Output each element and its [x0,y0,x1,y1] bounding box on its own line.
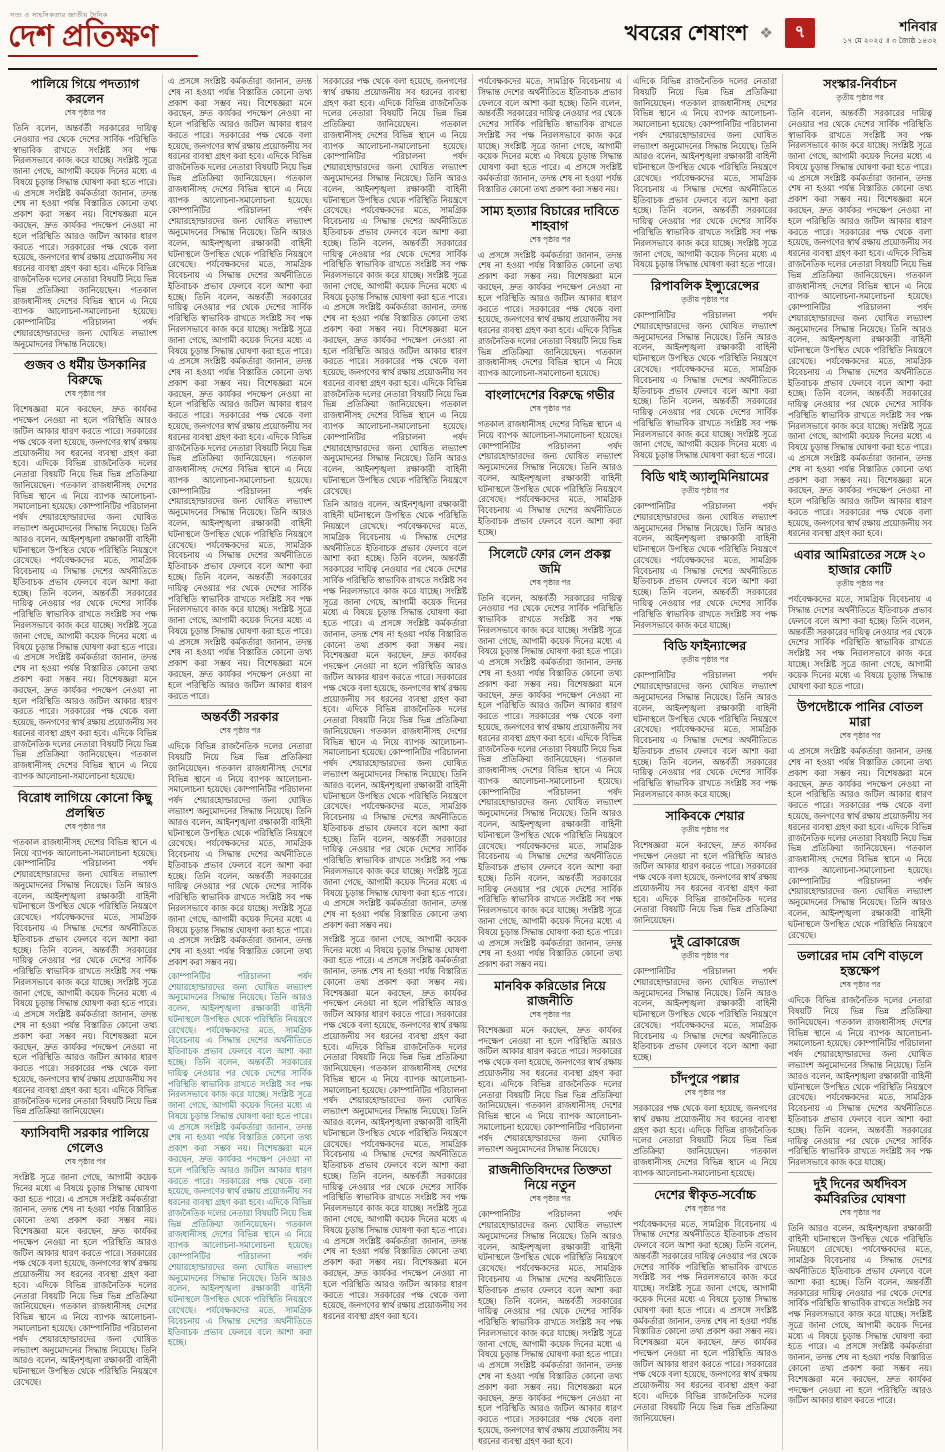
article-body: কোম্পানিটির পরিচালনা পর্ষদ শেয়ারহোল্ডারদের জন্য ঘোষিত লভ্যাংশ অনুমোদনের সিদ্ধান্ত নিয়েছে। তিনি আরও বলেন, আইনশৃঙ্খলা রক্ষাকারী বাহিনী ঘটনাস্থলে উপস্থিত থেকে পরিস্থিতি নিয়ন্ত্রণে রেখেছে। পর্যবেক্ষকদের মতে, সামগ্রিক বিবেচনায় এ সিদ্ধান্ত দেশের অর্থনীতিতে ইতিবাচক প্রভাব ফেলবে বলে আশা করা হচ্ছে। তিনি বলেন, অন্তর্বর্তী সরকারের দায়িত্ব নেওয়ার পর থেকে দেশের সার্বিক পরিস্থিতি স্বাভাবিক রাখতে সংশ্লিষ্ট সব পক্ষ নিরলসভাবে কাজ করে যাচ্ছে। সংশ্লিষ্ট সূত্রে জানা গেছে, আগামী কয়েক দিনের মধ্যে এ বিষয়ে চূড়ান্ত সিদ্ধান্ত ঘোষণা করা হতে পারে। এ প্রসঙ্গে সংশ্লিষ্ট কর্মকর্তারা জানান, তদন্ত শেষ না হওয়া পর্যন্ত বিস্তারিত কোনো তথ্য প্রকাশ করা সম্ভব নয়। বিশেষজ্ঞরা মনে করছেন, দ্রুত কার্যকর পদক্ষেপ নেওয়া না হলে পরিস্থিতি আরও জটিল আকার ধারণ করতে পারে। সরকারের পক্ষ থেকে বলা হয়েছে, জনগণের স্বার্থ রক্ষায় প্রয়োজনীয় সব ধরনের ব্যবস্থা গ্রহণ করা হবে। [478,1209,622,1446]
article-body: এ প্রসঙ্গে সংশ্লিষ্ট কর্মকর্তারা জানান, তদন্ত শেষ না হওয়া পর্যন্ত বিস্তারিত কোনো তথ্য প্রকাশ করা সম্ভব নয়। বিশেষজ্ঞরা মনে করছেন, দ্রুত কার্যকর পদক্ষেপ নেওয়া না হলে পরিস্থিতি আরও জটিল আকার ধারণ করতে পারে। সরকারের পক্ষ থেকে বলা হয়েছে, জনগণের স্বার্থ রক্ষায় প্রয়োজনীয় সব ধরনের ব্যবস্থা গ্রহণ করা হবে। এদিকে বিভিন্ন রাজনৈতিক দলের নেতারা বিষয়টি নিয়ে ভিন্ন ভিন্ন প্রতিক্রিয়া জানিয়েছেন। গতকাল রাজধানীসহ দেশের বিভিন্ন স্থানে এ নিয়ে ব্যাপক আলোচনা-সমালোচনা হয়েছে। কোম্পানিটির পরিচালনা পর্ষদ শেয়ারহোল্ডারদের জন্য ঘোষিত লভ্যাংশ অনুমোদনের সিদ্ধান্ত নিয়েছে। তিনি আরও বলেন, আইনশৃঙ্খলা রক্ষাকারী বাহিনী ঘটনাস্থলে উপস্থিত থেকে পরিস্থিতি নিয়ন্ত্রণে রেখেছে। পর্যবেক্ষকদের মতে, সামগ্রিক বিবেচনায় এ সিদ্ধান্ত দেশের অর্থনীতিতে ইতিবাচক প্রভাব ফেলবে বলে আশা করা হচ্ছে। তিনি বলেন, অন্তর্বর্তী সরকারের দায়িত্ব নেওয়ার পর থেকে দেশের সার্বিক পরিস্থিতি স্বাভাবিক রাখতে সংশ্লিষ্ট সব পক্ষ নিরলসভাবে কাজ করে যাচ্ছে। সংশ্লিষ্ট সূত্রে জানা গেছে, আগামী কয়েক দিনের মধ্যে এ বিষয়ে চূড়ান্ত সিদ্ধান্ত ঘোষণা করা হতে পারে। এ প্রসঙ্গে সংশ্লিষ্ট কর্মকর্তারা জানান, তদন্ত শেষ না হওয়া পর্যন্ত বিস্তারিত কোনো তথ্য প্রকাশ করা সম্ভব নয়। বিশেষজ্ঞরা মনে করছেন, দ্রুত কার্যকর পদক্ষেপ নেওয়া না হলে পরিস্থিতি আরও জটিল আকার ধারণ করতে পারে। সরকারের পক্ষ থেকে বলা হয়েছে, জনগণের স্বার্থ রক্ষায় প্রয়োজনীয় সব ধরনের ব্যবস্থা গ্রহণ করা হবে। এদিকে বিভিন্ন রাজনৈতিক দলের নেতারা বিষয়টি নিয়ে ভিন্ন ভিন্ন প্রতিক্রিয়া জানিয়েছেন। গতকাল রাজধানীসহ দেশের বিভিন্ন স্থানে এ নিয়ে ব্যাপক আলোচনা-সমালোচনা হয়েছে। কোম্পানিটির পরিচালনা পর্ষদ শেয়ারহোল্ডারদের জন্য ঘোষিত লভ্যাংশ অনুমোদনের সিদ্ধান্ত নিয়েছে। তিনি আরও বলেন, আইনশৃঙ্খলা রক্ষাকারী বাহিনী ঘটনাস্থলে উপস্থিত থেকে পরিস্থিতি নিয়ন্ত্রণে রেখেছে। পর্যবেক্ষকদের মতে, সামগ্রিক বিবেচনায় এ সিদ্ধান্ত দেশের অর্থনীতিতে ইতিবাচক প্রভাব ফেলবে বলে আশা করা হচ্ছে। তিনি বলেন, অন্তর্বর্তী সরকারের দায়িত্ব নেওয়ার পর থেকে দেশের সার্বিক পরিস্থিতি স্বাভাবিক রাখতে সংশ্লিষ্ট সব পক্ষ নিরলসভাবে কাজ করে যাচ্ছে। সংশ্লিষ্ট সূত্রে জানা গেছে, আগামী কয়েক দিনের মধ্যে এ বিষয়ে চূড়ান্ত সিদ্ধান্ত ঘোষণা করা হতে পারে। এ প্রসঙ্গে সংশ্লিষ্ট কর্মকর্তারা জানান, তদন্ত শেষ না হওয়া পর্যন্ত বিস্তারিত কোনো তথ্য প্রকাশ করা সম্ভব নয়। বিশেষজ্ঞরা মনে করছেন, দ্রুত কার্যকর পদক্ষেপ নেওয়া না হলে পরিস্থিতি আরও জটিল আকার ধারণ করতে পারে। [168,76,312,701]
article-body: পর্যবেক্ষকদের মতে, সামগ্রিক বিবেচনায় এ সিদ্ধান্ত দেশের অর্থনীতিতে ইতিবাচক প্রভাব ফেলবে বলে আশা করা হচ্ছে। তিনি বলেন, অন্তর্বর্তী সরকারের দায়িত্ব নেওয়ার পর থেকে দেশের সার্বিক পরিস্থিতি স্বাভাবিক রাখতে সংশ্লিষ্ট সব পক্ষ নিরলসভাবে কাজ করে যাচ্ছে। সংশ্লিষ্ট সূত্রে জানা গেছে, আগামী কয়েক দিনের মধ্যে এ বিষয়ে চূড়ান্ত সিদ্ধান্ত ঘোষণা করা হতে পারে। [788,594,932,691]
article-headline: বিডি ফাইন্যান্সের [633,634,777,655]
article-body: এদিকে বিভিন্ন রাজনৈতিক দলের নেতারা বিষয়টি নিয়ে ভিন্ন ভিন্ন প্রতিক্রিয়া জানিয়েছেন। গতকাল রাজধানীসহ দেশের বিভিন্ন স্থানে এ নিয়ে ব্যাপক আলোচনা-সমালোচনা হয়েছে। কোম্পানিটির পরিচালনা পর্ষদ শেয়ারহোল্ডারদের জন্য ঘোষিত লভ্যাংশ অনুমোদনের সিদ্ধান্ত নিয়েছে। তিনি আরও বলেন, আইনশৃঙ্খলা রক্ষাকারী বাহিনী ঘটনাস্থলে উপস্থিত থেকে পরিস্থিতি নিয়ন্ত্রণে রেখেছে। পর্যবেক্ষকদের মতে, সামগ্রিক বিবেচনায় এ সিদ্ধান্ত দেশের অর্থনীতিতে ইতিবাচক প্রভাব ফেলবে বলে আশা করা হচ্ছে। তিনি বলেন, অন্তর্বর্তী সরকারের দায়িত্ব নেওয়ার পর থেকে দেশের সার্বিক পরিস্থিতি স্বাভাবিক রাখতে সংশ্লিষ্ট সব পক্ষ নিরলসভাবে কাজ করে যাচ্ছে। সংশ্লিষ্ট সূত্রে জানা গেছে, আগামী কয়েক দিনের মধ্যে এ বিষয়ে চূড়ান্ত সিদ্ধান্ত ঘোষণা করা হতে পারে। [633,76,777,270]
continuation-note: শেষ পৃষ্ঠার পর [219,726,261,736]
article-body: কোম্পানিটির পরিচালনা পর্ষদ শেয়ারহোল্ডারদের জন্য ঘোষিত লভ্যাংশ অনুমোদনের সিদ্ধান্ত নিয়েছে। তিনি আরও বলেন, আইনশৃঙ্খলা রক্ষাকারী বাহিনী ঘটনাস্থলে উপস্থিত থেকে পরিস্থিতি নিয়ন্ত্রণে রেখেছে। পর্যবেক্ষকদের মতে, সামগ্রিক বিবেচনায় এ সিদ্ধান্ত দেশের অর্থনীতিতে ইতিবাচক প্রভাব ফেলবে বলে আশা করা হচ্ছে। তিনি বলেন, অন্তর্বর্তী সরকারের দায়িত্ব নেওয়ার পর থেকে দেশের সার্বিক পরিস্থিতি স্বাভাবিক রাখতে সংশ্লিষ্ট সব পক্ষ নিরলসভাবে কাজ করে যাচ্ছে। [633,501,777,630]
article-headline: দুই ব্রোকারেজ [633,930,777,951]
continuation-note: শেষ পৃষ্ঠার পর [529,234,571,244]
article-headline: গুজব ও ধর্মীয় উসকানির বিরুদ্ধে [13,353,157,389]
column-2 [163,74,318,1450]
article-body: কোম্পানিটির পরিচালনা পর্ষদ শেয়ারহোল্ডারদের জন্য ঘোষিত লভ্যাংশ অনুমোদনের সিদ্ধান্ত নিয়েছে। তিনি আরও বলেন, আইনশৃঙ্খলা রক্ষাকারী বাহিনী ঘটনাস্থলে উপস্থিত থেকে পরিস্থিতি নিয়ন্ত্রণে রেখেছে। পর্যবেক্ষকদের মতে, সামগ্রিক বিবেচনায় এ সিদ্ধান্ত দেশের অর্থনীতিতে ইতিবাচক প্রভাব ফেলবে বলে আশা করা হচ্ছে। [633,966,777,1063]
continuation-note: শেষ পৃষ্ঠার পর [529,403,571,413]
article-body: পর্যবেক্ষকদের মতে, সামগ্রিক বিবেচনায় এ সিদ্ধান্ত দেশের অর্থনীতিতে ইতিবাচক প্রভাব ফেলবে বলে আশা করা হচ্ছে। তিনি বলেন, অন্তর্বর্তী সরকারের দায়িত্ব নেওয়ার পর থেকে দেশের সার্বিক পরিস্থিতি স্বাভাবিক রাখতে সংশ্লিষ্ট সব পক্ষ নিরলসভাবে কাজ করে যাচ্ছে। সংশ্লিষ্ট সূত্রে জানা গেছে, আগামী কয়েক দিনের মধ্যে এ বিষয়ে চূড়ান্ত সিদ্ধান্ত ঘোষণা করা হতে পারে। এ প্রসঙ্গে সংশ্লিষ্ট কর্মকর্তারা জানান, তদন্ত শেষ না হওয়া পর্যন্ত বিস্তারিত কোনো তথ্য প্রকাশ করা সম্ভব নয়। [478,76,622,194]
article-body: তিনি বলেন, অন্তর্বর্তী সরকারের দায়িত্ব নেওয়ার পর থেকে দেশের সার্বিক পরিস্থিতি স্বাভাবিক রাখতে সংশ্লিষ্ট সব পক্ষ নিরলসভাবে কাজ করে যাচ্ছে। সংশ্লিষ্ট সূত্রে জানা গেছে, আগামী কয়েক দিনের মধ্যে এ বিষয়ে চূড়ান্ত সিদ্ধান্ত ঘোষণা করা হতে পারে। এ প্রসঙ্গে সংশ্লিষ্ট কর্মকর্তারা জানান, তদন্ত শেষ না হওয়া পর্যন্ত বিস্তারিত কোনো তথ্য প্রকাশ করা সম্ভব নয়। বিশেষজ্ঞরা মনে করছেন, দ্রুত কার্যকর পদক্ষেপ নেওয়া না হলে পরিস্থিতি আরও জটিল আকার ধারণ করতে পারে। সরকারের পক্ষ থেকে বলা হয়েছে, জনগণের স্বার্থ রক্ষায় প্রয়োজনীয় সব ধরনের ব্যবস্থা গ্রহণ করা হবে। এদিকে বিভিন্ন রাজনৈতিক দলের নেতারা বিষয়টি নিয়ে ভিন্ন ভিন্ন প্রতিক্রিয়া জানিয়েছেন। গতকাল রাজধানীসহ দেশের বিভিন্ন স্থানে এ নিয়ে ব্যাপক আলোচনা-সমালোচনা হয়েছে। কোম্পানিটির পরিচালনা পর্ষদ শেয়ারহোল্ডারদের জন্য ঘোষিত লভ্যাংশ অনুমোদনের সিদ্ধান্ত নিয়েছে। তিনি আরও বলেন, আইনশৃঙ্খলা রক্ষাকারী বাহিনী ঘটনাস্থলে উপস্থিত থেকে পরিস্থিতি নিয়ন্ত্রণে রেখেছে। পর্যবেক্ষকদের মতে, সামগ্রিক বিবেচনায় এ সিদ্ধান্ত দেশের অর্থনীতিতে ইতিবাচক প্রভাব ফেলবে বলে আশা করা হচ্ছে। তিনি বলেন, অন্তর্বর্তী সরকারের দায়িত্ব নেওয়ার পর থেকে দেশের সার্বিক পরিস্থিতি স্বাভাবিক রাখতে সংশ্লিষ্ট সব পক্ষ নিরলসভাবে কাজ করে যাচ্ছে। সংশ্লিষ্ট সূত্রে জানা গেছে, আগামী কয়েক দিনের মধ্যে এ বিষয়ে চূড়ান্ত সিদ্ধান্ত ঘোষণা করা হতে পারে। এ প্রসঙ্গে সংশ্লিষ্ট কর্মকর্তারা জানান, তদন্ত শেষ না হওয়া পর্যন্ত বিস্তারিত কোনো তথ্য প্রকাশ করা সম্ভব নয়। [478,592,622,970]
article-body: তিনি আরও বলেন, আইনশৃঙ্খলা রক্ষাকারী বাহিনী ঘটনাস্থলে উপস্থিত থেকে পরিস্থিতি নিয়ন্ত্রণে রেখেছে। পর্যবেক্ষকদের মতে, সামগ্রিক বিবেচনায় এ সিদ্ধান্ত দেশের অর্থনীতিতে ইতিবাচক প্রভাব ফেলবে বলে আশা করা হচ্ছে। তিনি বলেন, অন্তর্বর্তী সরকারের দায়িত্ব নেওয়ার পর থেকে দেশের সার্বিক পরিস্থিতি স্বাভাবিক রাখতে সংশ্লিষ্ট সব পক্ষ নিরলসভাবে কাজ করে যাচ্ছে। সংশ্লিষ্ট সূত্রে জানা গেছে, আগামী কয়েক দিনের মধ্যে এ বিষয়ে চূড়ান্ত সিদ্ধান্ত ঘোষণা করা হতে পারে। এ প্রসঙ্গে সংশ্লিষ্ট কর্মকর্তারা জানান, তদন্ত শেষ না হওয়া পর্যন্ত বিস্তারিত কোনো তথ্য প্রকাশ করা সম্ভব নয়। বিশেষজ্ঞরা মনে করছেন, দ্রুত কার্যকর পদক্ষেপ নেওয়া না হলে পরিস্থিতি আরও জটিল আকার ধারণ করতে পারে। সরকারের পক্ষ থেকে বলা হয়েছে, জনগণের স্বার্থ রক্ষায় প্রয়োজনীয় সব ধরনের ব্যবস্থা গ্রহণ করা হবে। এদিকে বিভিন্ন রাজনৈতিক দলের নেতারা বিষয়টি নিয়ে ভিন্ন ভিন্ন প্রতিক্রিয়া জানিয়েছেন। গতকাল রাজধানীসহ দেশের বিভিন্ন স্থানে এ নিয়ে ব্যাপক আলোচনা-সমালোচনা হয়েছে। কোম্পানিটির পরিচালনা পর্ষদ শেয়ারহোল্ডারদের জন্য ঘোষিত লভ্যাংশ অনুমোদনের সিদ্ধান্ত নিয়েছে। তিনি আরও বলেন, আইনশৃঙ্খলা রক্ষাকারী বাহিনী ঘটনাস্থলে উপস্থিত থেকে পরিস্থিতি নিয়ন্ত্রণে রেখেছে। পর্যবেক্ষকদের মতে, সামগ্রিক বিবেচনায় এ সিদ্ধান্ত দেশের অর্থনীতিতে ইতিবাচক প্রভাব ফেলবে বলে আশা করা হচ্ছে। তিনি বলেন, অন্তর্বর্তী সরকারের দায়িত্ব নেওয়ার পর থেকে দেশের সার্বিক পরিস্থিতি স্বাভাবিক রাখতে সংশ্লিষ্ট সব পক্ষ নিরলসভাবে কাজ করে যাচ্ছে। সংশ্লিষ্ট সূত্রে জানা গেছে, আগামী কয়েক দিনের মধ্যে এ বিষয়ে চূড়ান্ত সিদ্ধান্ত ঘোষণা করা হতে পারে। এ প্রসঙ্গে সংশ্লিষ্ট কর্মকর্তারা জানান, তদন্ত শেষ না হওয়া পর্যন্ত বিস্তারিত কোনো তথ্য প্রকাশ করা সম্ভব নয়। [323,499,467,930]
continuation-note: শেষ পৃষ্ঠার পর [64,108,106,117]
article-headline: রিপাবলিক ইন্স্যুরেন্সের [633,274,777,295]
article-headline: পালিয়ে গিয়ে পদত্যাগ করলেন [30,77,140,106]
article-body: সংশ্লিষ্ট সূত্রে জানা গেছে, আগামী কয়েক দিনের মধ্যে এ বিষয়ে চূড়ান্ত সিদ্ধান্ত ঘোষণা করা হতে পারে। এ প্রসঙ্গে সংশ্লিষ্ট কর্মকর্তারা জানান, তদন্ত শেষ না হওয়া পর্যন্ত বিস্তারিত কোনো তথ্য প্রকাশ করা সম্ভব নয়। বিশেষজ্ঞরা মনে করছেন, দ্রুত কার্যকর পদক্ষেপ নেওয়া না হলে পরিস্থিতি আরও জটিল আকার ধারণ করতে পারে। সরকারের পক্ষ থেকে বলা হয়েছে, জনগণের স্বার্থ রক্ষায় প্রয়োজনীয় সব ধরনের ব্যবস্থা গ্রহণ করা হবে। এদিকে বিভিন্ন রাজনৈতিক দলের নেতারা বিষয়টি নিয়ে ভিন্ন ভিন্ন প্রতিক্রিয়া জানিয়েছেন। গতকাল রাজধানীসহ দেশের বিভিন্ন স্থানে এ নিয়ে ব্যাপক আলোচনা-সমালোচনা হয়েছে। কোম্পানিটির পরিচালনা পর্ষদ শেয়ারহোল্ডারদের জন্য ঘোষিত লভ্যাংশ অনুমোদনের সিদ্ধান্ত নিয়েছে। তিনি আরও বলেন, আইনশৃঙ্খলা রক্ষাকারী বাহিনী ঘটনাস্থলে উপস্থিত থেকে পরিস্থিতি নিয়ন্ত্রণে রেখেছে। [13,1172,157,1387]
header-right [625,6,937,48]
column-6 [783,74,937,1450]
date-line: ১৭ মে ২০২৫ ॥ ৩ জ্যৈষ্ঠ ১৪৩২ [842,36,937,46]
continuation-note: শেষ পৃষ্ঠার পর [839,731,881,741]
article-headline: বিরোধ লাগিয়ে কোনো কিছু প্রলম্বিত [13,786,157,822]
section-title: খবরের শেষাংশ [624,21,748,45]
article-headline: বিডি থাই অ্যালুমিনিয়ামের [633,465,777,486]
ornament-icon: ❖ [759,24,773,42]
article-headline: ফ্যাসিবাদী সরকার পালিয়ে গেলেও [13,1121,157,1157]
article-headline: ডলারের দাম বেশি বাড়লে হস্তক্ষেপ [788,944,932,980]
continuation-note: শেষ পৃষ্ঠার পর [684,1088,726,1098]
column-3 [318,74,473,1450]
continuation-note: শেষ পৃষ্ঠার পর [684,1203,726,1213]
column-4 [473,74,628,1450]
continuation-note: শেষ পৃষ্ঠার পর [529,1194,571,1204]
continuation-note: শেষ পৃষ্ঠার পর [64,821,106,831]
continuation-note: শেষ পৃষ্ঠার পর [839,1207,881,1217]
article-body: এদিকে বিভিন্ন রাজনৈতিক দলের নেতারা বিষয়টি নিয়ে ভিন্ন ভিন্ন প্রতিক্রিয়া জানিয়েছেন। গতকাল রাজধানীসহ দেশের বিভিন্ন স্থানে এ নিয়ে ব্যাপক আলোচনা-সমালোচনা হয়েছে। কোম্পানিটির পরিচালনা পর্ষদ শেয়ারহোল্ডারদের জন্য ঘোষিত লভ্যাংশ অনুমোদনের সিদ্ধান্ত নিয়েছে। তিনি আরও বলেন, আইনশৃঙ্খলা রক্ষাকারী বাহিনী ঘটনাস্থলে উপস্থিত থেকে পরিস্থিতি নিয়ন্ত্রণে রেখেছে। পর্যবেক্ষকদের মতে, সামগ্রিক বিবেচনায় এ সিদ্ধান্ত দেশের অর্থনীতিতে ইতিবাচক প্রভাব ফেলবে বলে আশা করা হচ্ছে। তিনি বলেন, অন্তর্বর্তী সরকারের দায়িত্ব নেওয়ার পর থেকে দেশের সার্বিক পরিস্থিতি স্বাভাবিক রাখতে সংশ্লিষ্ট সব পক্ষ নিরলসভাবে কাজ করে যাচ্ছে। [788,995,932,1168]
article-body: তিনি বলেন, অন্তর্বর্তী সরকারের দায়িত্ব নেওয়ার পর থেকে দেশের সার্বিক পরিস্থিতি স্বাভাবিক রাখতে সংশ্লিষ্ট সব পক্ষ নিরলসভাবে কাজ করে যাচ্ছে। সংশ্লিষ্ট সূত্রে জানা গেছে, আগামী কয়েক দিনের মধ্যে এ বিষয়ে চূড়ান্ত সিদ্ধান্ত ঘোষণা করা হতে পারে। এ প্রসঙ্গে সংশ্লিষ্ট কর্মকর্তারা জানান, তদন্ত শেষ না হওয়া পর্যন্ত বিস্তারিত কোনো তথ্য প্রকাশ করা সম্ভব নয়। বিশেষজ্ঞরা মনে করছেন, দ্রুত কার্যকর পদক্ষেপ নেওয়া না হলে পরিস্থিতি আরও জটিল আকার ধারণ করতে পারে। সরকারের পক্ষ থেকে বলা হয়েছে, জনগণের স্বার্থ রক্ষায় প্রয়োজনীয় সব ধরনের ব্যবস্থা গ্রহণ করা হবে। এদিকে বিভিন্ন রাজনৈতিক দলের নেতারা বিষয়টি নিয়ে ভিন্ন ভিন্ন প্রতিক্রিয়া জানিয়েছেন। গতকাল রাজধানীসহ দেশের বিভিন্ন স্থানে এ নিয়ে ব্যাপক আলোচনা-সমালোচনা হয়েছে। কোম্পানিটির পরিচালনা পর্ষদ শেয়ারহোল্ডারদের জন্য ঘোষিত লভ্যাংশ অনুমোদনের সিদ্ধান্ত নিয়েছে। [13,123,157,349]
article-body: বিশেষজ্ঞরা মনে করছেন, দ্রুত কার্যকর পদক্ষেপ নেওয়া না হলে পরিস্থিতি আরও জটিল আকার ধারণ করতে পারে। সরকারের পক্ষ থেকে বলা হয়েছে, জনগণের স্বার্থ রক্ষায় প্রয়োজনীয় সব ধরনের ব্যবস্থা গ্রহণ করা হবে। এদিকে বিভিন্ন রাজনৈতিক দলের নেতারা বিষয়টি নিয়ে ভিন্ন ভিন্ন প্রতিক্রিয়া জানিয়েছেন। গতকাল রাজধানীসহ দেশের বিভিন্ন স্থানে এ নিয়ে ব্যাপক আলোচনা-সমালোচনা হয়েছে। কোম্পানিটির পরিচালনা পর্ষদ শেয়ারহোল্ডারদের জন্য ঘোষিত লভ্যাংশ অনুমোদনের সিদ্ধান্ত নিয়েছে। তিনি আরও বলেন, আইনশৃঙ্খলা রক্ষাকারী বাহিনী ঘটনাস্থলে উপস্থিত থেকে পরিস্থিতি নিয়ন্ত্রণে রেখেছে। পর্যবেক্ষকদের মতে, সামগ্রিক বিবেচনায় এ সিদ্ধান্ত দেশের অর্থনীতিতে ইতিবাচক প্রভাব ফেলবে বলে আশা করা হচ্ছে। তিনি বলেন, অন্তর্বর্তী সরকারের দায়িত্ব নেওয়ার পর থেকে দেশের সার্বিক পরিস্থিতি স্বাভাবিক রাখতে সংশ্লিষ্ট সব পক্ষ নিরলসভাবে কাজ করে যাচ্ছে। সংশ্লিষ্ট সূত্রে জানা গেছে, আগামী কয়েক দিনের মধ্যে এ বিষয়ে চূড়ান্ত সিদ্ধান্ত ঘোষণা করা হতে পারে। এ প্রসঙ্গে সংশ্লিষ্ট কর্মকর্তারা জানান, তদন্ত শেষ না হওয়া পর্যন্ত বিস্তারিত কোনো তথ্য প্রকাশ করা সম্ভব নয়। বিশেষজ্ঞরা মনে করছেন, দ্রুত কার্যকর পদক্ষেপ নেওয়া না হলে পরিস্থিতি আরও জটিল আকার ধারণ করতে পারে। সরকারের পক্ষ থেকে বলা হয়েছে, জনগণের স্বার্থ রক্ষায় প্রয়োজনীয় সব ধরনের ব্যবস্থা গ্রহণ করা হবে। এদিকে বিভিন্ন রাজনৈতিক দলের নেতারা বিষয়টি নিয়ে ভিন্ন ভিন্ন প্রতিক্রিয়া জানিয়েছেন। গতকাল রাজধানীসহ দেশের বিভিন্ন স্থানে এ নিয়ে ব্যাপক আলোচনা-সমালোচনা হয়েছে। [13,404,157,781]
article-body: বিশেষজ্ঞরা মনে করছেন, দ্রুত কার্যকর পদক্ষেপ নেওয়া না হলে পরিস্থিতি আরও জটিল আকার ধারণ করতে পারে। সরকারের পক্ষ থেকে বলা হয়েছে, জনগণের স্বার্থ রক্ষায় প্রয়োজনীয় সব ধরনের ব্যবস্থা গ্রহণ করা হবে। এদিকে বিভিন্ন রাজনৈতিক দলের নেতারা বিষয়টি নিয়ে ভিন্ন ভিন্ন প্রতিক্রিয়া জানিয়েছেন। [633,839,777,926]
continuation-note: তৃতীয় পৃষ্ঠার পর [836,93,884,102]
article-body: সরকারের পক্ষ থেকে বলা হয়েছে, জনগণের স্বার্থ রক্ষায় প্রয়োজনীয় সব ধরনের ব্যবস্থা গ্রহণ করা হবে। এদিকে বিভিন্ন রাজনৈতিক দলের নেতারা বিষয়টি নিয়ে ভিন্ন ভিন্ন প্রতিক্রিয়া জানিয়েছেন। গতকাল রাজধানীসহ দেশের বিভিন্ন স্থানে এ নিয়ে ব্যাপক আলোচনা-সমালোচনা হয়েছে। কোম্পানিটির পরিচালনা পর্ষদ শেয়ারহোল্ডারদের জন্য ঘোষিত লভ্যাংশ অনুমোদনের সিদ্ধান্ত নিয়েছে। তিনি আরও বলেন, আইনশৃঙ্খলা রক্ষাকারী বাহিনী ঘটনাস্থলে উপস্থিত থেকে পরিস্থিতি নিয়ন্ত্রণে রেখেছে। পর্যবেক্ষকদের মতে, সামগ্রিক বিবেচনায় এ সিদ্ধান্ত দেশের অর্থনীতিতে ইতিবাচক প্রভাব ফেলবে বলে আশা করা হচ্ছে। তিনি বলেন, অন্তর্বর্তী সরকারের দায়িত্ব নেওয়ার পর থেকে দেশের সার্বিক পরিস্থিতি স্বাভাবিক রাখতে সংশ্লিষ্ট সব পক্ষ নিরলসভাবে কাজ করে যাচ্ছে। সংশ্লিষ্ট সূত্রে জানা গেছে, আগামী কয়েক দিনের মধ্যে এ বিষয়ে চূড়ান্ত সিদ্ধান্ত ঘোষণা করা হতে পারে। এ প্রসঙ্গে সংশ্লিষ্ট কর্মকর্তারা জানান, তদন্ত শেষ না হওয়া পর্যন্ত বিস্তারিত কোনো তথ্য প্রকাশ করা সম্ভব নয়। বিশেষজ্ঞরা মনে করছেন, দ্রুত কার্যকর পদক্ষেপ নেওয়া না হলে পরিস্থিতি আরও জটিল আকার ধারণ করতে পারে। সরকারের পক্ষ থেকে বলা হয়েছে, জনগণের স্বার্থ রক্ষায় প্রয়োজনীয় সব ধরনের ব্যবস্থা গ্রহণ করা হবে। এদিকে বিভিন্ন রাজনৈতিক দলের নেতারা বিষয়টি নিয়ে ভিন্ন ভিন্ন প্রতিক্রিয়া জানিয়েছেন। গতকাল রাজধানীসহ দেশের বিভিন্ন স্থানে এ নিয়ে ব্যাপক আলোচনা-সমালোচনা হয়েছে। কোম্পানিটির পরিচালনা পর্ষদ শেয়ারহোল্ডারদের জন্য ঘোষিত লভ্যাংশ অনুমোদনের সিদ্ধান্ত নিয়েছে। তিনি আরও বলেন, আইনশৃঙ্খলা রক্ষাকারী বাহিনী ঘটনাস্থলে উপস্থিত থেকে পরিস্থিতি নিয়ন্ত্রণে রেখেছে। [323,76,467,496]
masthead-title: দেশ প্রতিক্ষণ [8,20,158,53]
article-headline: সিলেটে ফোর লেন প্রকল্প জমি [478,542,622,578]
continuation-note: তৃতীয় পৃষ্ঠার পর [681,486,729,495]
article-body: কোম্পানিটির পরিচালনা পর্ষদ শেয়ারহোল্ডারদের জন্য ঘোষিত লভ্যাংশ অনুমোদনের সিদ্ধান্ত নিয়েছে। তিনি আরও বলেন, আইনশৃঙ্খলা রক্ষাকারী বাহিনী ঘটনাস্থলে উপস্থিত থেকে পরিস্থিতি নিয়ন্ত্রণে রেখেছে। পর্যবেক্ষকদের মতে, সামগ্রিক বিবেচনায় এ সিদ্ধান্ত দেশের অর্থনীতিতে ইতিবাচক প্রভাব ফেলবে বলে আশা করা হচ্ছে। তিনি বলেন, অন্তর্বর্তী সরকারের দায়িত্ব নেওয়ার পর থেকে দেশের সার্বিক পরিস্থিতি স্বাভাবিক রাখতে সংশ্লিষ্ট সব পক্ষ নিরলসভাবে কাজ করে যাচ্ছে। সংশ্লিষ্ট সূত্রে জানা গেছে, আগামী কয়েক দিনের মধ্যে এ বিষয়ে চূড়ান্ত সিদ্ধান্ত ঘোষণা করা হতে পারে। এ প্রসঙ্গে সংশ্লিষ্ট কর্মকর্তারা জানান, তদন্ত শেষ না হওয়া পর্যন্ত বিস্তারিত কোনো তথ্য প্রকাশ করা সম্ভব নয়। বিশেষজ্ঞরা মনে করছেন, দ্রুত কার্যকর পদক্ষেপ নেওয়া না হলে পরিস্থিতি আরও জটিল আকার ধারণ করতে পারে। সরকারের পক্ষ থেকে বলা হয়েছে, জনগণের স্বার্থ রক্ষায় প্রয়োজনীয় সব ধরনের ব্যবস্থা গ্রহণ করা হবে। এদিকে বিভিন্ন রাজনৈতিক দলের নেতারা বিষয়টি নিয়ে ভিন্ন ভিন্ন প্রতিক্রিয়া জানিয়েছেন। গতকাল রাজধানীসহ দেশের বিভিন্ন স্থানে এ নিয়ে ব্যাপক আলোচনা-সমালোচনা হয়েছে। কোম্পানিটির পরিচালনা পর্ষদ শেয়ারহোল্ডারদের জন্য ঘোষিত লভ্যাংশ অনুমোদনের সিদ্ধান্ত নিয়েছে। তিনি আরও বলেন, আইনশৃঙ্খলা রক্ষাকারী বাহিনী ঘটনাস্থলে উপস্থিত থেকে পরিস্থিতি নিয়ন্ত্রণে রেখেছে। পর্যবেক্ষকদের মতে, সামগ্রিক বিবেচনায় এ সিদ্ধান্ত দেশের অর্থনীতিতে ইতিবাচক প্রভাব ফেলবে বলে আশা করা হচ্ছে। [168,970,312,1348]
page-number-badge: ৭ [785,18,815,48]
article-headline: সাম্য হত্যার বিচারের দাবিতে শাহবাগ [478,199,622,235]
continuation-note: শেষ পৃষ্ঠার পর [64,389,106,399]
continuation-note: শেষ পৃষ্ঠার পর [529,577,571,587]
article-headline: মানবিক করিডোর নিয়ে রাজনীতি [478,974,622,1010]
article-body: এদিকে বিভিন্ন রাজনৈতিক দলের নেতারা বিষয়টি নিয়ে ভিন্ন ভিন্ন প্রতিক্রিয়া জানিয়েছেন। গতকাল রাজধানীসহ দেশের বিভিন্ন স্থানে এ নিয়ে ব্যাপক আলোচনা-সমালোচনা হয়েছে। কোম্পানিটির পরিচালনা পর্ষদ শেয়ারহোল্ডারদের জন্য ঘোষিত লভ্যাংশ অনুমোদনের সিদ্ধান্ত নিয়েছে। তিনি আরও বলেন, আইনশৃঙ্খলা রক্ষাকারী বাহিনী ঘটনাস্থলে উপস্থিত থেকে পরিস্থিতি নিয়ন্ত্রণে রেখেছে। পর্যবেক্ষকদের মতে, সামগ্রিক বিবেচনায় এ সিদ্ধান্ত দেশের অর্থনীতিতে ইতিবাচক প্রভাব ফেলবে বলে আশা করা হচ্ছে। তিনি বলেন, অন্তর্বর্তী সরকারের দায়িত্ব নেওয়ার পর থেকে দেশের সার্বিক পরিস্থিতি স্বাভাবিক রাখতে সংশ্লিষ্ট সব পক্ষ নিরলসভাবে কাজ করে যাচ্ছে। সংশ্লিষ্ট সূত্রে জানা গেছে, আগামী কয়েক দিনের মধ্যে এ বিষয়ে চূড়ান্ত সিদ্ধান্ত ঘোষণা করা হতে পারে। এ প্রসঙ্গে সংশ্লিষ্ট কর্মকর্তারা জানান, তদন্ত শেষ না হওয়া পর্যন্ত বিস্তারিত কোনো তথ্য প্রকাশ করা সম্ভব নয়। [168,741,312,967]
article-body: কোম্পানিটির পরিচালনা পর্ষদ শেয়ারহোল্ডারদের জন্য ঘোষিত লভ্যাংশ অনুমোদনের সিদ্ধান্ত নিয়েছে। তিনি আরও বলেন, আইনশৃঙ্খলা রক্ষাকারী বাহিনী ঘটনাস্থলে উপস্থিত থেকে পরিস্থিতি নিয়ন্ত্রণে রেখেছে। পর্যবেক্ষকদের মতে, সামগ্রিক বিবেচনায় এ সিদ্ধান্ত দেশের অর্থনীতিতে ইতিবাচক প্রভাব ফেলবে বলে আশা করা হচ্ছে। তিনি বলেন, অন্তর্বর্তী সরকারের দায়িত্ব নেওয়ার পর থেকে দেশের সার্বিক পরিস্থিতি স্বাভাবিক রাখতে সংশ্লিষ্ট সব পক্ষ নিরলসভাবে কাজ করে যাচ্ছে। সংশ্লিষ্ট সূত্রে জানা গেছে, আগামী কয়েক দিনের মধ্যে এ বিষয়ে চূড়ান্ত সিদ্ধান্ত ঘোষণা করা হতে পারে। [633,310,777,461]
article-body: সরকারের পক্ষ থেকে বলা হয়েছে, জনগণের স্বার্থ রক্ষায় প্রয়োজনীয় সব ধরনের ব্যবস্থা গ্রহণ করা হবে। এদিকে বিভিন্ন রাজনৈতিক দলের নেতারা বিষয়টি নিয়ে ভিন্ন ভিন্ন প্রতিক্রিয়া জানিয়েছেন। গতকাল রাজধানীসহ দেশের বিভিন্ন স্থানে এ নিয়ে ব্যাপক আলোচনা-সমালোচনা হয়েছে। [633,1103,777,1178]
article-body: কোম্পানিটির পরিচালনা পর্ষদ শেয়ারহোল্ডারদের জন্য ঘোষিত লভ্যাংশ অনুমোদনের সিদ্ধান্ত নিয়েছে। তিনি আরও বলেন, আইনশৃঙ্খলা রক্ষাকারী বাহিনী ঘটনাস্থলে উপস্থিত থেকে পরিস্থিতি নিয়ন্ত্রণে রেখেছে। পর্যবেক্ষকদের মতে, সামগ্রিক বিবেচনায় এ সিদ্ধান্ত দেশের অর্থনীতিতে ইতিবাচক প্রভাব ফেলবে বলে আশা করা হচ্ছে। তিনি বলেন, অন্তর্বর্তী সরকারের দায়িত্ব নেওয়ার পর থেকে দেশের সার্বিক পরিস্থিতি স্বাভাবিক রাখতে সংশ্লিষ্ট সব পক্ষ নিরলসভাবে কাজ করে যাচ্ছে। [633,670,777,799]
article-headline: বাংলাদেশের বিরুদ্ধে গভীর [478,383,622,404]
continuation-note: তৃতীয় পৃষ্ঠার পর [681,295,729,305]
article-headline: উপদেষ্টাকে পানির বোতল মারা [788,695,932,731]
continuation-note: তৃতীয় পৃষ্ঠার পর [836,579,884,589]
article-headline: রাজনীতিবিদদের তিক্ততা নিয়ে নতুন [478,1158,622,1194]
article-body: গতকাল রাজধানীসহ দেশের বিভিন্ন স্থানে এ নিয়ে ব্যাপক আলোচনা-সমালোচনা হয়েছে। কোম্পানিটির পরিচালনা পর্ষদ শেয়ারহোল্ডারদের জন্য ঘোষিত লভ্যাংশ অনুমোদনের সিদ্ধান্ত নিয়েছে। তিনি আরও বলেন, আইনশৃঙ্খলা রক্ষাকারী বাহিনী ঘটনাস্থলে উপস্থিত থেকে পরিস্থিতি নিয়ন্ত্রণে রেখেছে। পর্যবেক্ষকদের মতে, সামগ্রিক বিবেচনায় এ সিদ্ধান্ত দেশের অর্থনীতিতে ইতিবাচক প্রভাব ফেলবে বলে আশা করা হচ্ছে। তিনি বলেন, অন্তর্বর্তী সরকারের দায়িত্ব নেওয়ার পর থেকে দেশের সার্বিক পরিস্থিতি স্বাভাবিক রাখতে সংশ্লিষ্ট সব পক্ষ নিরলসভাবে কাজ করে যাচ্ছে। সংশ্লিষ্ট সূত্রে জানা গেছে, আগামী কয়েক দিনের মধ্যে এ বিষয়ে চূড়ান্ত সিদ্ধান্ত ঘোষণা করা হতে পারে। এ প্রসঙ্গে সংশ্লিষ্ট কর্মকর্তারা জানান, তদন্ত শেষ না হওয়া পর্যন্ত বিস্তারিত কোনো তথ্য প্রকাশ করা সম্ভব নয়। বিশেষজ্ঞরা মনে করছেন, দ্রুত কার্যকর পদক্ষেপ নেওয়া না হলে পরিস্থিতি আরও জটিল আকার ধারণ করতে পারে। সরকারের পক্ষ থেকে বলা হয়েছে, জনগণের স্বার্থ রক্ষায় প্রয়োজনীয় সব ধরনের ব্যবস্থা গ্রহণ করা হবে। এদিকে বিভিন্ন রাজনৈতিক দলের নেতারা বিষয়টি নিয়ে ভিন্ন ভিন্ন প্রতিক্রিয়া জানিয়েছেন। [13,836,157,1117]
weekday-label: শনিবার [899,19,937,35]
article-headline: সংস্কার-নির্বাচন [823,77,897,91]
article-headline: এবার আমিরাতের সঙ্গে ২০ হাজার কোটি [788,543,932,579]
article-body: এ প্রসঙ্গে সংশ্লিষ্ট কর্মকর্তারা জানান, তদন্ত শেষ না হওয়া পর্যন্ত বিস্তারিত কোনো তথ্য প্রকাশ করা সম্ভব নয়। বিশেষজ্ঞরা মনে করছেন, দ্রুত কার্যকর পদক্ষেপ নেওয়া না হলে পরিস্থিতি আরও জটিল আকার ধারণ করতে পারে। সরকারের পক্ষ থেকে বলা হয়েছে, জনগণের স্বার্থ রক্ষায় প্রয়োজনীয় সব ধরনের ব্যবস্থা গ্রহণ করা হবে। এদিকে বিভিন্ন রাজনৈতিক দলের নেতারা বিষয়টি নিয়ে ভিন্ন ভিন্ন প্রতিক্রিয়া জানিয়েছেন। গতকাল রাজধানীসহ দেশের বিভিন্ন স্থানে এ নিয়ে ব্যাপক আলোচনা-সমালোচনা হয়েছে। কোম্পানিটির পরিচালনা পর্ষদ শেয়ারহোল্ডারদের জন্য ঘোষিত লভ্যাংশ অনুমোদনের সিদ্ধান্ত নিয়েছে। তিনি আরও বলেন, আইনশৃঙ্খলা রক্ষাকারী বাহিনী ঘটনাস্থলে উপস্থিত থেকে পরিস্থিতি নিয়ন্ত্রণে রেখেছে। [788,746,932,940]
masthead-underline [8,55,198,57]
date-block [827,20,937,46]
article-body: এ প্রসঙ্গে সংশ্লিষ্ট কর্মকর্তারা জানান, তদন্ত শেষ না হওয়া পর্যন্ত বিস্তারিত কোনো তথ্য প্রকাশ করা সম্ভব নয়। বিশেষজ্ঞরা মনে করছেন, দ্রুত কার্যকর পদক্ষেপ নেওয়া না হলে পরিস্থিতি আরও জটিল আকার ধারণ করতে পারে। সরকারের পক্ষ থেকে বলা হয়েছে, জনগণের স্বার্থ রক্ষায় প্রয়োজনীয় সব ধরনের ব্যবস্থা গ্রহণ করা হবে। এদিকে বিভিন্ন রাজনৈতিক দলের নেতারা বিষয়টি নিয়ে ভিন্ন ভিন্ন প্রতিক্রিয়া জানিয়েছেন। গতকাল রাজধানীসহ দেশের বিভিন্ন স্থানে এ নিয়ে ব্যাপক আলোচনা-সমালোচনা হয়েছে। [478,249,622,379]
article-body: তিনি আরও বলেন, আইনশৃঙ্খলা রক্ষাকারী বাহিনী ঘটনাস্থলে উপস্থিত থেকে পরিস্থিতি নিয়ন্ত্রণে রেখেছে। পর্যবেক্ষকদের মতে, সামগ্রিক বিবেচনায় এ সিদ্ধান্ত দেশের অর্থনীতিতে ইতিবাচক প্রভাব ফেলবে বলে আশা করা হচ্ছে। তিনি বলেন, অন্তর্বর্তী সরকারের দায়িত্ব নেওয়ার পর থেকে দেশের সার্বিক পরিস্থিতি স্বাভাবিক রাখতে সংশ্লিষ্ট সব পক্ষ নিরলসভাবে কাজ করে যাচ্ছে। সংশ্লিষ্ট সূত্রে জানা গেছে, আগামী কয়েক দিনের মধ্যে এ বিষয়ে চূড়ান্ত সিদ্ধান্ত ঘোষণা করা হতে পারে। এ প্রসঙ্গে সংশ্লিষ্ট কর্মকর্তারা জানান, তদন্ত শেষ না হওয়া পর্যন্ত বিস্তারিত কোনো তথ্য প্রকাশ করা সম্ভব নয়। বিশেষজ্ঞরা মনে করছেন, দ্রুত কার্যকর পদক্ষেপ নেওয়া না হলে পরিস্থিতি আরও জটিল আকার ধারণ করতে পারে। [788,1222,932,1406]
page-header [8,6,937,70]
article-body: তিনি বলেন, অন্তর্বর্তী সরকারের দায়িত্ব নেওয়ার পর থেকে দেশের সার্বিক পরিস্থিতি স্বাভাবিক রাখতে সংশ্লিষ্ট সব পক্ষ নিরলসভাবে কাজ করে যাচ্ছে। সংশ্লিষ্ট সূত্রে জানা গেছে, আগামী কয়েক দিনের মধ্যে এ বিষয়ে চূড়ান্ত সিদ্ধান্ত ঘোষণা করা হতে পারে। এ প্রসঙ্গে সংশ্লিষ্ট কর্মকর্তারা জানান, তদন্ত শেষ না হওয়া পর্যন্ত বিস্তারিত কোনো তথ্য প্রকাশ করা সম্ভব নয়। বিশেষজ্ঞরা মনে করছেন, দ্রুত কার্যকর পদক্ষেপ নেওয়া না হলে পরিস্থিতি আরও জটিল আকার ধারণ করতে পারে। সরকারের পক্ষ থেকে বলা হয়েছে, জনগণের স্বার্থ রক্ষায় প্রয়োজনীয় সব ধরনের ব্যবস্থা গ্রহণ করা হবে। এদিকে বিভিন্ন রাজনৈতিক দলের নেতারা বিষয়টি নিয়ে ভিন্ন ভিন্ন প্রতিক্রিয়া জানিয়েছেন। গতকাল রাজধানীসহ দেশের বিভিন্ন স্থানে এ নিয়ে ব্যাপক আলোচনা-সমালোচনা হয়েছে। কোম্পানিটির পরিচালনা পর্ষদ শেয়ারহোল্ডারদের জন্য ঘোষিত লভ্যাংশ অনুমোদনের সিদ্ধান্ত নিয়েছে। তিনি আরও বলেন, আইনশৃঙ্খলা রক্ষাকারী বাহিনী ঘটনাস্থলে উপস্থিত থেকে পরিস্থিতি নিয়ন্ত্রণে রেখেছে। পর্যবেক্ষকদের মতে, সামগ্রিক বিবেচনায় এ সিদ্ধান্ত দেশের অর্থনীতিতে ইতিবাচক প্রভাব ফেলবে বলে আশা করা হচ্ছে। তিনি বলেন, অন্তর্বর্তী সরকারের দায়িত্ব নেওয়ার পর থেকে দেশের সার্বিক পরিস্থিতি স্বাভাবিক রাখতে সংশ্লিষ্ট সব পক্ষ নিরলসভাবে কাজ করে যাচ্ছে। সংশ্লিষ্ট সূত্রে জানা গেছে, আগামী কয়েক দিনের মধ্যে এ বিষয়ে চূড়ান্ত সিদ্ধান্ত ঘোষণা করা হতে পারে। এ প্রসঙ্গে সংশ্লিষ্ট কর্মকর্তারা জানান, তদন্ত শেষ না হওয়া পর্যন্ত বিস্তারিত কোনো তথ্য প্রকাশ করা সম্ভব নয়। বিশেষজ্ঞরা মনে করছেন, দ্রুত কার্যকর পদক্ষেপ নেওয়া না হলে পরিস্থিতি আরও জটিল আকার ধারণ করতে পারে। সরকারের পক্ষ থেকে বলা হয়েছে, জনগণের স্বার্থ রক্ষায় প্রয়োজনীয় সব ধরনের ব্যবস্থা গ্রহণ করা হবে। [788,108,932,539]
column-1 [8,74,163,1450]
continuation-note: শেষ পৃষ্ঠার পর [839,980,881,990]
article-body: সংশ্লিষ্ট সূত্রে জানা গেছে, আগামী কয়েক দিনের মধ্যে এ বিষয়ে চূড়ান্ত সিদ্ধান্ত ঘোষণা করা হতে পারে। এ প্রসঙ্গে সংশ্লিষ্ট কর্মকর্তারা জানান, তদন্ত শেষ না হওয়া পর্যন্ত বিস্তারিত কোনো তথ্য প্রকাশ করা সম্ভব নয়। বিশেষজ্ঞরা মনে করছেন, দ্রুত কার্যকর পদক্ষেপ নেওয়া না হলে পরিস্থিতি আরও জটিল আকার ধারণ করতে পারে। সরকারের পক্ষ থেকে বলা হয়েছে, জনগণের স্বার্থ রক্ষায় প্রয়োজনীয় সব ধরনের ব্যবস্থা গ্রহণ করা হবে। এদিকে বিভিন্ন রাজনৈতিক দলের নেতারা বিষয়টি নিয়ে ভিন্ন ভিন্ন প্রতিক্রিয়া জানিয়েছেন। গতকাল রাজধানীসহ দেশের বিভিন্ন স্থানে এ নিয়ে ব্যাপক আলোচনা-সমালোচনা হয়েছে। কোম্পানিটির পরিচালনা পর্ষদ শেয়ারহোল্ডারদের জন্য ঘোষিত লভ্যাংশ অনুমোদনের সিদ্ধান্ত নিয়েছে। তিনি আরও বলেন, আইনশৃঙ্খলা রক্ষাকারী বাহিনী ঘটনাস্থলে উপস্থিত থেকে পরিস্থিতি নিয়ন্ত্রণে রেখেছে। পর্যবেক্ষকদের মতে, সামগ্রিক বিবেচনায় এ সিদ্ধান্ত দেশের অর্থনীতিতে ইতিবাচক প্রভাব ফেলবে বলে আশা করা হচ্ছে। তিনি বলেন, অন্তর্বর্তী সরকারের দায়িত্ব নেওয়ার পর থেকে দেশের সার্বিক পরিস্থিতি স্বাভাবিক রাখতে সংশ্লিষ্ট সব পক্ষ নিরলসভাবে কাজ করে যাচ্ছে। সংশ্লিষ্ট সূত্রে জানা গেছে, আগামী কয়েক দিনের মধ্যে এ বিষয়ে চূড়ান্ত সিদ্ধান্ত ঘোষণা করা হতে পারে। এ প্রসঙ্গে সংশ্লিষ্ট কর্মকর্তারা জানান, তদন্ত শেষ না হওয়া পর্যন্ত বিস্তারিত কোনো তথ্য প্রকাশ করা সম্ভব নয়। বিশেষজ্ঞরা মনে করছেন, দ্রুত কার্যকর পদক্ষেপ নেওয়া না হলে পরিস্থিতি আরও জটিল আকার ধারণ করতে পারে। সরকারের পক্ষ থেকে বলা হয়েছে, জনগণের স্বার্থ রক্ষায় প্রয়োজনীয় সব ধরনের ব্যবস্থা গ্রহণ করা হবে। [323,933,467,1322]
masthead-tagline: সত্য ও সাহসিকতার জাতীয় দৈনিক [10,12,108,19]
article-body: পর্যবেক্ষকদের মতে, সামগ্রিক বিবেচনায় এ সিদ্ধান্ত দেশের অর্থনীতিতে ইতিবাচক প্রভাব ফেলবে বলে আশা করা হচ্ছে। তিনি বলেন, অন্তর্বর্তী সরকারের দায়িত্ব নেওয়ার পর থেকে দেশের সার্বিক পরিস্থিতি স্বাভাবিক রাখতে সংশ্লিষ্ট সব পক্ষ নিরলসভাবে কাজ করে যাচ্ছে। সংশ্লিষ্ট সূত্রে জানা গেছে, আগামী কয়েক দিনের মধ্যে এ বিষয়ে চূড়ান্ত সিদ্ধান্ত ঘোষণা করা হতে পারে। এ প্রসঙ্গে সংশ্লিষ্ট কর্মকর্তারা জানান, তদন্ত শেষ না হওয়া পর্যন্ত বিস্তারিত কোনো তথ্য প্রকাশ করা সম্ভব নয়। বিশেষজ্ঞরা মনে করছেন, দ্রুত কার্যকর পদক্ষেপ নেওয়া না হলে পরিস্থিতি আরও জটিল আকার ধারণ করতে পারে। সরকারের পক্ষ থেকে বলা হয়েছে, জনগণের স্বার্থ রক্ষায় প্রয়োজনীয় সব ধরনের ব্যবস্থা গ্রহণ করা হবে। এদিকে বিভিন্ন রাজনৈতিক দলের নেতারা বিষয়টি নিয়ে ভিন্ন ভিন্ন প্রতিক্রিয়া জানিয়েছেন। [633,1218,777,1423]
continuation-note: শেষ পৃষ্ঠার পর [529,1009,571,1019]
continuation-note: তৃতীয় পৃষ্ঠার পর [681,824,729,834]
article-body: গতকাল রাজধানীসহ দেশের বিভিন্ন স্থানে এ নিয়ে ব্যাপক আলোচনা-সমালোচনা হয়েছে। কোম্পানিটির পরিচালনা পর্ষদ শেয়ারহোল্ডারদের জন্য ঘোষিত লভ্যাংশ অনুমোদনের সিদ্ধান্ত নিয়েছে। তিনি আরও বলেন, আইনশৃঙ্খলা রক্ষাকারী বাহিনী ঘটনাস্থলে উপস্থিত থেকে পরিস্থিতি নিয়ন্ত্রণে রেখেছে। পর্যবেক্ষকদের মতে, সামগ্রিক বিবেচনায় এ সিদ্ধান্ত দেশের অর্থনীতিতে ইতিবাচক প্রভাব ফেলবে বলে আশা করা হচ্ছে। [478,418,622,537]
article-headline: দুই দিনের অর্ধদিবস কর্মবিরতির ঘোষণা [788,1172,932,1208]
continuation-note: তৃতীয় পৃষ্ঠার পর [681,655,729,665]
article-body: বিশেষজ্ঞরা মনে করছেন, দ্রুত কার্যকর পদক্ষেপ নেওয়া না হলে পরিস্থিতি আরও জটিল আকার ধারণ করতে পারে। সরকারের পক্ষ থেকে বলা হয়েছে, জনগণের স্বার্থ রক্ষায় প্রয়োজনীয় সব ধরনের ব্যবস্থা গ্রহণ করা হবে। এদিকে বিভিন্ন রাজনৈতিক দলের নেতারা বিষয়টি নিয়ে ভিন্ন ভিন্ন প্রতিক্রিয়া জানিয়েছেন। গতকাল রাজধানীসহ দেশের বিভিন্ন স্থানে এ নিয়ে ব্যাপক আলোচনা-সমালোচনা হয়েছে। কোম্পানিটির পরিচালনা পর্ষদ শেয়ারহোল্ডারদের জন্য ঘোষিত লভ্যাংশ অনুমোদনের সিদ্ধান্ত নিয়েছে। [478,1024,622,1154]
column-5 [628,74,783,1450]
continuation-note: শেষ পৃষ্ঠার পর [64,1157,106,1167]
columns [8,74,937,1450]
masthead-block [8,6,198,57]
article-headline: দেশের স্বীকৃত-সর্বোচ্চ [633,1183,777,1204]
article-headline: অন্তর্বর্তী সরকার [168,705,312,726]
article-headline: চাঁদপুরে পল্লার [633,1067,777,1088]
continuation-note: তৃতীয় পৃষ্ঠার পর [681,951,729,960]
article-headline: সাকিবকে শেয়ার [633,804,777,825]
